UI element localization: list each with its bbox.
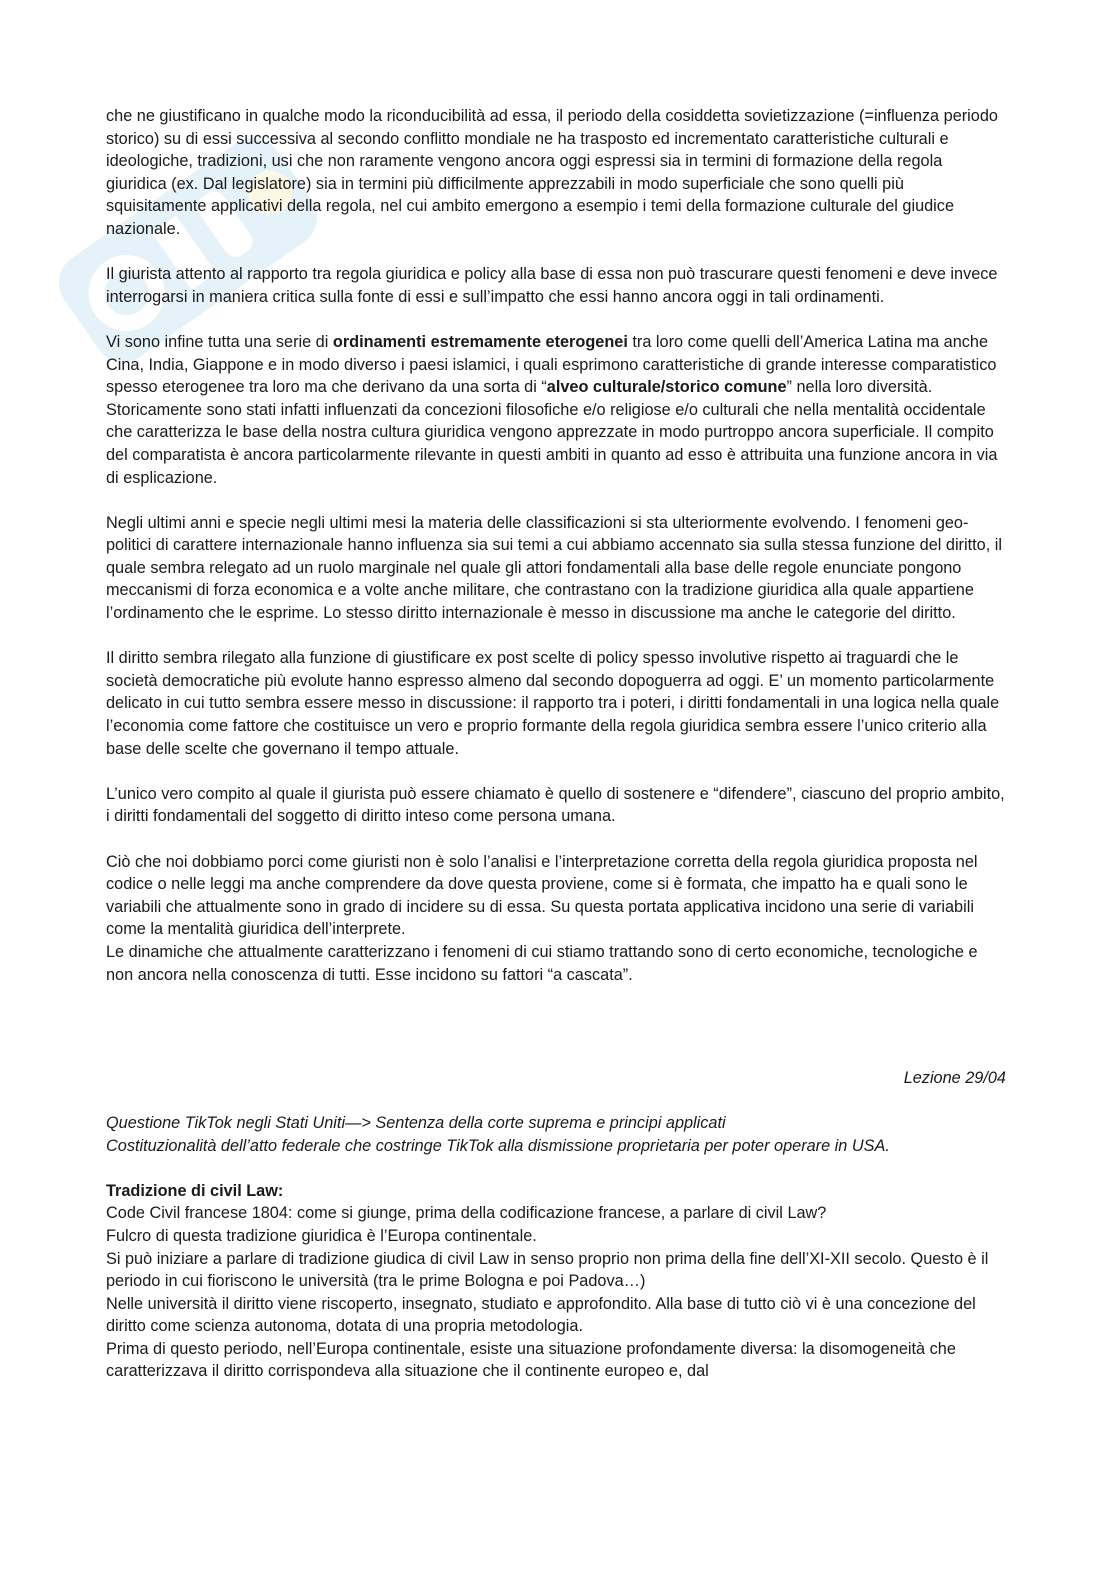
bold-term: ordinamenti estremamente eterogenei	[332, 332, 628, 351]
paragraph-text: ” nella loro diversità. Storicamente sono stati infatti influenzati da concezioni filosofiche e/o religiose e/o culturali che nella mentalità occidentale che caratterizza le base della nostra cultura giuridica vengono apprezzate in modo purtroppo ancora superficiale. Il compito del comparatista è ancora particolarmente rilevante in questi ambiti in quanto ad esso è attribuita una funzione ancora in via di esplicazione.	[106, 378, 998, 487]
paragraph-giurista-attento: Il giurista attento al rapporto tra regola giuridica e policy alla base di essa non può trascurare questi fenomeni e deve invece interrogarsi in maniera critica sulla fonte di essi e sull’impatto che essi hanno ancora oggi in tali ordinamenti.	[106, 265, 998, 306]
paragraph-ordinamenti-eterogenei	[106, 331, 1006, 489]
section-line-4: Nelle università il diritto viene riscoperto, insegnato, studiato e approfondito. Alla base di tutto ciò vi è una concezione del diritto come scienza autonoma, dotata di una propria metodologia.	[106, 1294, 976, 1336]
paragraph-text: tra loro come quelli dell’America Latina ma anche Cina, India, Giappone e in modo diverso i paesi islamici, i quali esprimono caratteristiche di grande interesse comparatistico spesso eterogenee tra loro ma che derivano da una sorta di “	[106, 332, 997, 397]
paragraph-sovietizzazione: che ne giustificano in qualche modo la riconducibilità ad essa, il periodo della cosiddetta sovietizzazione (=influenza periodo storico) su di essi successiva al secondo conflitto mondiale ne ha trasposto ed incrementato caratteristiche culturali e ideologiche, tradizioni, usi che non raramente vengono ancora oggi espressi sia in termini di formazione della regola giuridica (ex. Dal legislatore) sia in termini più difficilmente apprezzabili in modo superficiale che sono quelli più squisitamente applicativi della regola, nel cui ambito emergono a esempio i temi della formazione culturale del giudice nazionale.	[106, 107, 998, 238]
paragraph-classificazioni: Negli ultimi anni e specie negli ultimi mesi la materia delle classificazioni si sta ulteriormente evolvendo. I fenomeni geo-politici di carattere internazionale hanno influenza sia sui temi a cui abbiamo accennato sia sulla stessa funzione del diritto, il quale sembra relegato ad un ruolo marginale nel quale gli attori fondamentali alla base delle regole enunciate pongono meccanismi di forza economica e a volte anche militare, che contrastano con la tradizione giuridica alla quale appartiene l’ordinamento che le esprime. Lo stesso diritto internazionale è messo in discussione ma anche le categorie del diritto.	[106, 513, 1002, 623]
section-line-5: Prima di questo periodo, nell’Europa continentale, esiste una situazione profondamente diversa: la disomogeneità che caratterizzava il diritto corrispondeva alla situazione che il continente europeo e, dal	[106, 1339, 956, 1381]
lesson-topic-line-1: Questione TikTok negli Stati Uniti—> Sentenza della corte suprema e principi applicati	[106, 1113, 726, 1132]
section-line-1: Code Civil francese 1804: come si giunge, prima della codificazione francese, a parlare di civil Law?	[106, 1204, 827, 1223]
paragraph-text: Vi sono infine tutta una serie di	[106, 332, 333, 351]
lesson-topic-line-2: Costituzionalità dell’atto federale che costringe TikTok alla dismissione proprietaria per poter operare in USA.	[106, 1136, 890, 1155]
paragraph-compito-giurista: L’unico vero compito al quale il giurista può essere chiamato è quello di sostenere e “difendere”, ciascuno del proprio ambito, i diritti fondamentali del soggetto di diritto inteso come persona umana.	[106, 784, 1005, 826]
section-heading	[106, 1180, 1006, 1203]
paragraph-diritto-rilegato: Il diritto sembra rilegato alla funzione di giustificare ex post scelte di policy spesso involutive rispetto ai traguardi che le società democratiche più evolute hanno espresso almeno dal secondo dopoguerra ad oggi. E’ un momento particolarmente delicato in cui tutto sembra essere messo in discussione: il rapporto tra i poteri, i diritti fondamentali in una logica nella quale l’economia come fattore che costituisce un vero e proprio formante della regola giuridica sembra essere l’unico criterio alla base delle scelte che governano il tempo attuale.	[106, 649, 1000, 758]
document-body	[106, 105, 1006, 1383]
paragraph-analisi-regola: Ciò che noi dobbiamo porci come giuristi non è solo l’analisi e l’interpretazione corretta della regola giuridica proposta nel codice o nelle leggi ma anche comprendere da dove questa proviene, come si è formata, che impatto ha e quali sono le variabili che attualmente sono in grado di incidere su di essa. Su questa portata applicativa incidono una serie di variabili come la mentalità giuridica dell’interprete.	[106, 852, 978, 939]
paragraph-dinamiche: Le dinamiche che attualmente caratterizzano i fenomeni di cui stiamo trattando sono di certo economiche, tecnologiche e non ancora nella conoscenza di tutti. Esse incidono su fattori “a cascata”.	[106, 942, 978, 984]
section-line-3: Si può iniziare a parlare di tradizione giudica di civil Law in senso proprio non prima della fine dell’XI-XII secolo. Questo è il periodo in cui fioriscono le università (tra le prime Bologna e poi Padova…)	[106, 1249, 989, 1291]
section-line-2: Fulcro di questa tradizione giuridica è l’Europa continentale.	[106, 1226, 537, 1245]
section-heading-text: Tradizione di civil Law:	[106, 1181, 284, 1200]
bold-term: alveo culturale/storico comune	[546, 378, 787, 397]
lesson-date: Lezione 29/04	[903, 1068, 1006, 1087]
